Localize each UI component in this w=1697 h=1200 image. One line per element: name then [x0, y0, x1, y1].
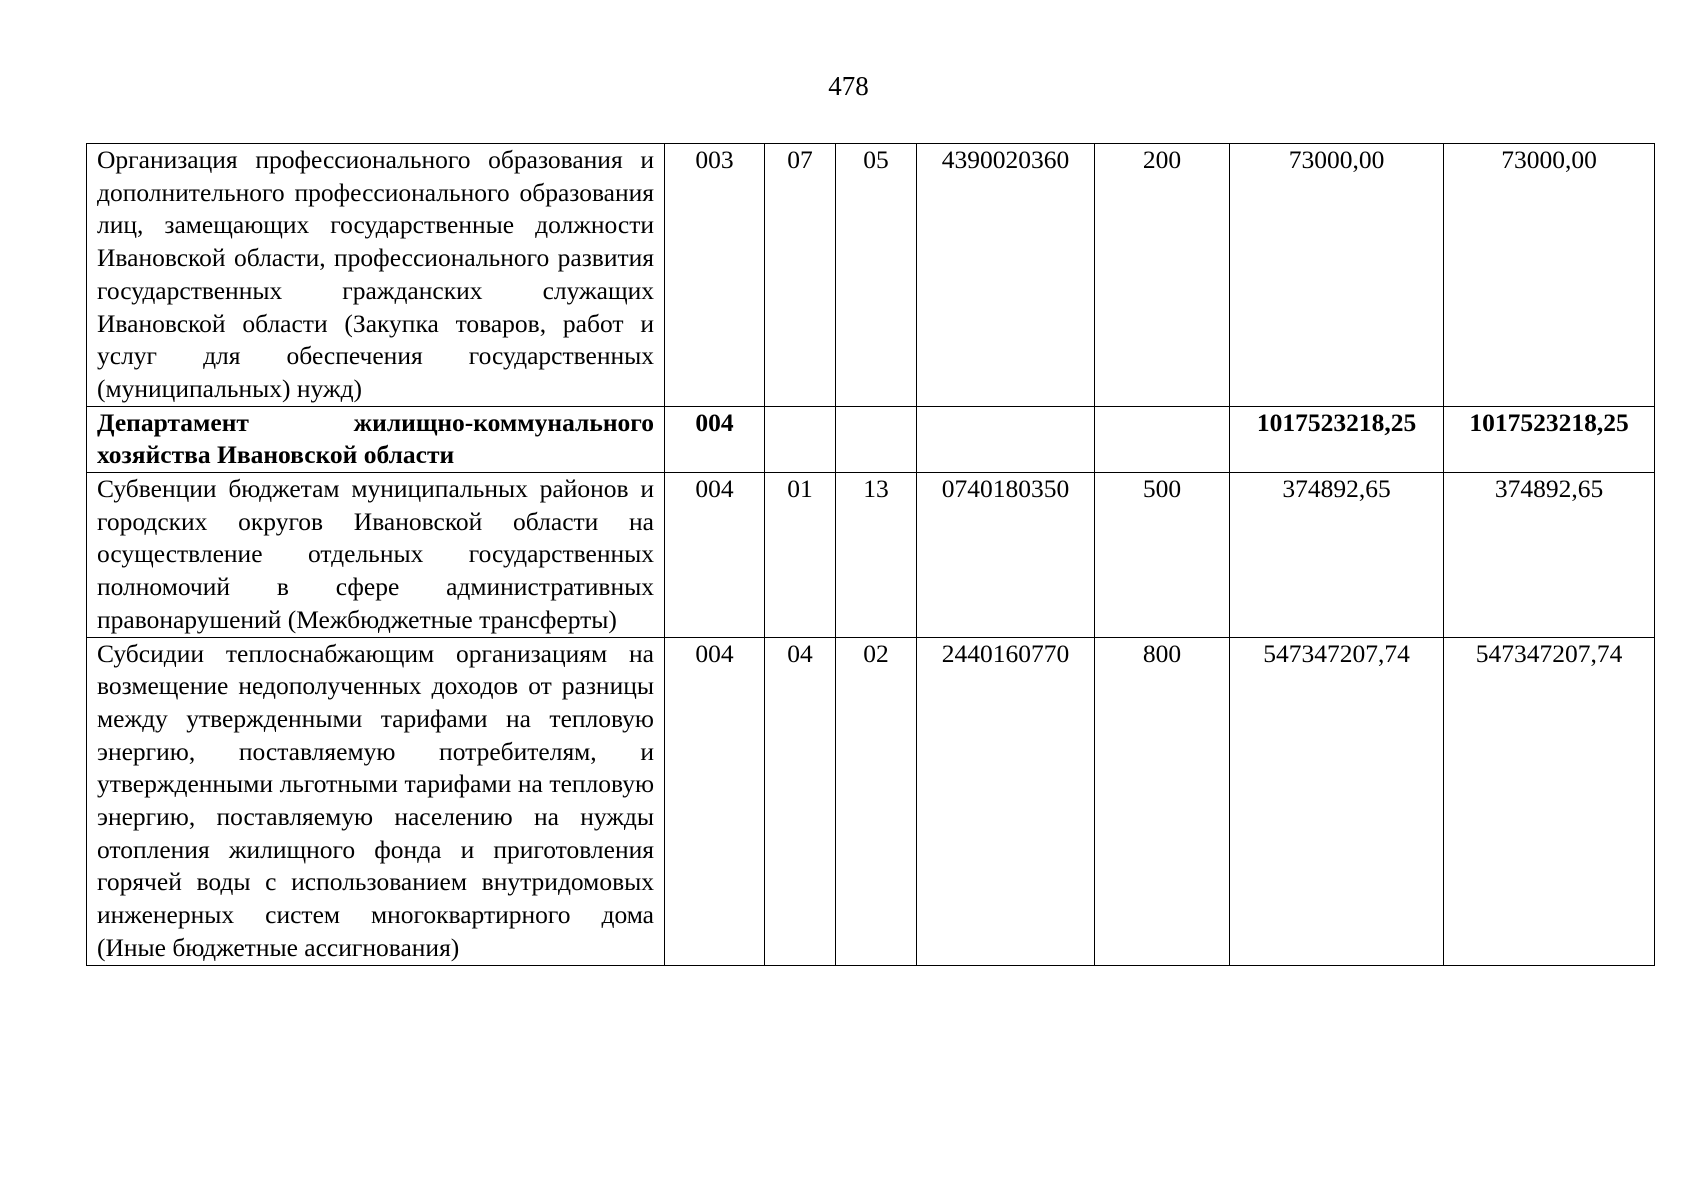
amount-1: 73000,00 — [1230, 144, 1444, 407]
subsection-code: 02 — [836, 637, 917, 965]
table-row — [87, 406, 1655, 472]
amount-2: 374892,65 — [1444, 473, 1655, 638]
page-number: 478 — [828, 71, 869, 101]
table-row — [87, 144, 1655, 407]
table-row — [87, 637, 1655, 965]
expense-type-code — [1095, 406, 1230, 472]
table-row — [87, 473, 1655, 638]
target-article-code: 4390020360 — [917, 144, 1095, 407]
amount-1: 547347207,74 — [1230, 637, 1444, 965]
section-code: 07 — [765, 144, 836, 407]
section-code — [765, 406, 836, 472]
ministry-code: 003 — [665, 144, 765, 407]
amount-1: 1017523218,25 — [1230, 406, 1444, 472]
row-name: Департамент жилищно-коммунального хозяйства Ивановской области — [87, 406, 665, 472]
ministry-code: 004 — [665, 406, 765, 472]
target-article-code: 0740180350 — [917, 473, 1095, 638]
subsection-code: 13 — [836, 473, 917, 638]
amount-1: 374892,65 — [1230, 473, 1444, 638]
subsection-code — [836, 406, 917, 472]
target-article-code — [917, 406, 1095, 472]
section-code: 04 — [765, 637, 836, 965]
subsection-code: 05 — [836, 144, 917, 407]
amount-2: 1017523218,25 — [1444, 406, 1655, 472]
expense-type-code: 200 — [1095, 144, 1230, 407]
budget-table — [86, 143, 1655, 966]
row-name: Субвенции бюджетам муниципальных районов и городских округов Ивановской области на осуществление отдельных государственных полномочий в сфере административных правонарушений (Межбюджетные трансферты) — [87, 473, 665, 638]
expense-type-code: 500 — [1095, 473, 1230, 638]
row-name: Субсидии теплоснабжающим организациям на возмещение недополученных доходов от разницы между утвержденными тарифами на тепловую энергию, поставляемую потребителям, и утвержденными льготными тарифами на тепловую энергию, поставляемую населению на нужды отопления жилищного фонда и приготовления горячей воды с использованием внутридомовых инженерных систем многоквартирного дома (Иные бюджетные ассигнования) — [87, 637, 665, 965]
expense-type-code: 800 — [1095, 637, 1230, 965]
target-article-code: 2440160770 — [917, 637, 1095, 965]
ministry-code: 004 — [665, 473, 765, 638]
row-name: Организация профессионального образования и дополнительного профессионального образования лиц, замещающих государственные должности Ивановской области, профессионального развития государственных гражданских служащих Ивановской области (Закупка товаров, работ и услуг для обеспечения государственных (муниципальных) нужд) — [87, 144, 665, 407]
section-code: 01 — [765, 473, 836, 638]
ministry-code: 004 — [665, 637, 765, 965]
amount-2: 73000,00 — [1444, 144, 1655, 407]
amount-2: 547347207,74 — [1444, 637, 1655, 965]
